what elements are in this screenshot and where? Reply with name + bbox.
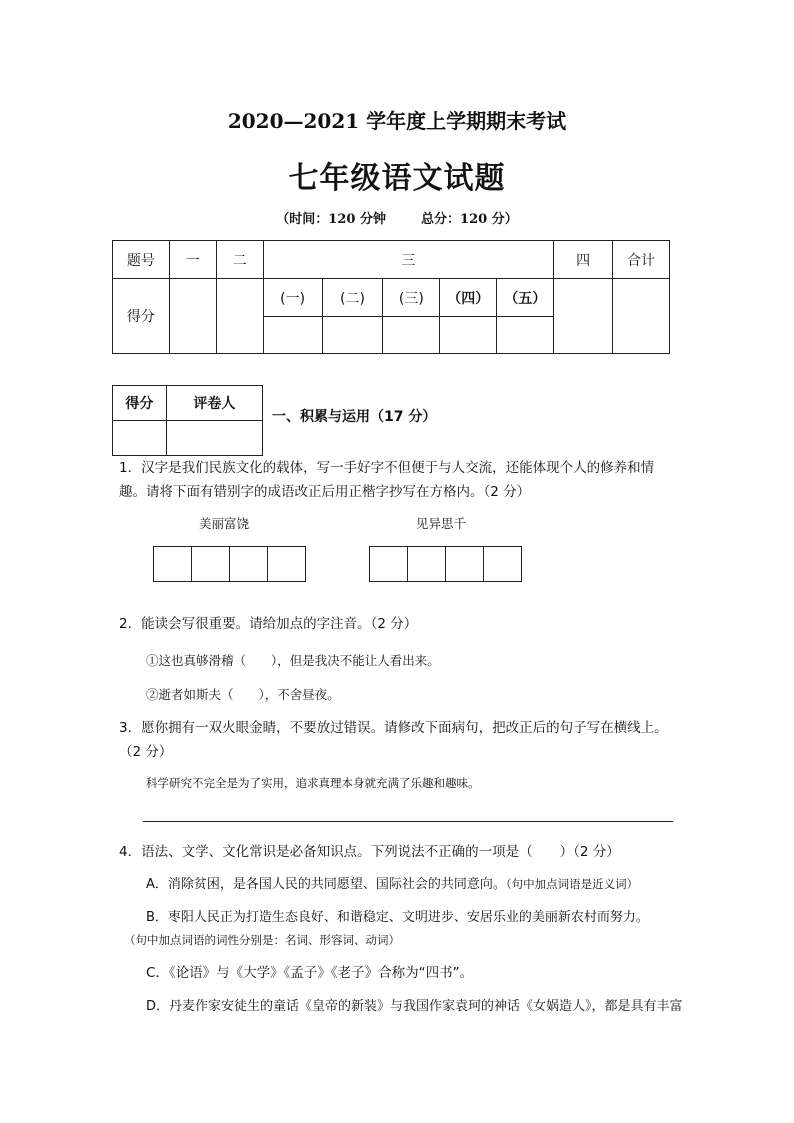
header-cell-total: 合计 — [613, 241, 670, 279]
answer-box[interactable] — [445, 546, 484, 582]
question-3-sentence: 科学研究不完全是为了实用，追求真理本身就充满了乐趣和趣味。 — [146, 776, 480, 790]
answer-box[interactable] — [483, 546, 522, 582]
score-cell-4[interactable] — [554, 279, 613, 354]
option-a-text: A．消除贫困，是各国人民的共同愿望、国际社会的共同意向。 — [146, 877, 506, 892]
score-cell-3-4[interactable] — [440, 317, 497, 354]
idiom-2: 见异思千 — [416, 516, 467, 531]
question-3-text: 3．愿你拥有一双火眼金睛，不要放过错误。请修改下面病句，把改正后的句子写在横线上。（2 分） — [119, 720, 668, 760]
subheader-cell-3: (三) — [383, 279, 440, 317]
header-cell-tihao: 题号 — [113, 241, 170, 279]
score-cell-total[interactable] — [613, 279, 670, 354]
grader-score-label: 得分 — [113, 386, 167, 421]
answer-box[interactable] — [369, 546, 408, 582]
grader-label: 评卷人 — [166, 386, 262, 421]
subheader-cell-5: （五） — [497, 279, 554, 317]
score-cell-2[interactable] — [216, 279, 263, 354]
question-2-item-2: ②逝者如斯夫（ ），不舍昼夜。 — [146, 687, 340, 702]
grader-table — [112, 385, 263, 456]
answer-boxes-2 — [370, 546, 522, 582]
subheader-cell-4: （四） — [440, 279, 497, 317]
idiom-1: 美丽富饶 — [199, 516, 250, 531]
section-1-title: 一、积累与运用（17 分） — [272, 409, 437, 425]
header-cell-2: 二 — [216, 241, 263, 279]
question-1-text: 1．汉字是我们民族文化的载体，写一手好字不但便于与人交流，还能体现个人的修养和情趣。请将下面有错别字的成语改正后用正楷字抄写在方格内。（2 分） — [119, 460, 655, 500]
header-cell-1: 一 — [169, 241, 216, 279]
option-b-note: （句中加点词语的词性分别是：名词、形容词、动词） — [124, 933, 400, 947]
answer-boxes-1 — [154, 546, 306, 582]
question-2-text: 2．能读会写很重要。请给加点的字注音。（2 分） — [119, 616, 418, 632]
option-b-text: B．枣阳人民正为打造生态良好、和谐稳定、文明进步、安居乐业的美丽新农村而努力。 — [146, 910, 649, 925]
option-a — [146, 872, 686, 897]
answer-box[interactable] — [267, 546, 306, 582]
exam-info — [0, 208, 794, 227]
score-cell-1[interactable] — [169, 279, 216, 354]
grader-score-cell[interactable] — [113, 421, 167, 456]
question-2-item-1: ①这也真够滑稽（ ），但是我决不能让人看出来。 — [146, 653, 440, 668]
answer-box[interactable] — [153, 546, 192, 582]
score-cell-3-5[interactable] — [497, 317, 554, 354]
score-table — [112, 240, 670, 354]
exam-main-title: 七年级语文试题 — [288, 161, 506, 196]
subheader-cell-2: (二) — [322, 279, 383, 317]
option-d-text: D．丹麦作家安徒生的童话《皇帝的新装》与我国作家袁珂的神话《女娲造人》，都是具有丰富 — [146, 999, 683, 1014]
header-cell-3: 三 — [263, 241, 554, 279]
score-cell-3-3[interactable] — [383, 317, 440, 354]
answer-box[interactable] — [229, 546, 268, 582]
grader-name-cell[interactable] — [166, 421, 262, 456]
question-4-text: 4．语法、文学、文化常识是必备知识点。下列说法不正确的一项是（ ）（2 分） — [119, 844, 620, 860]
option-c-text: C．《论语》与《大学》《孟子》《老子》合称为“四书”。 — [146, 965, 474, 981]
score-info: 总分：120 分） — [421, 212, 518, 227]
option-a-note: （句中加点词语是近义词） — [505, 877, 639, 891]
score-cell-3-2[interactable] — [322, 317, 383, 354]
score-cell-3-1[interactable] — [263, 317, 322, 354]
subheader-cell-1: (一) — [263, 279, 322, 317]
exam-year-title: 2020—2021 学年度上学期期末考试 — [227, 109, 567, 133]
time-info: （时间：120 分钟 — [276, 212, 386, 227]
header-cell-4: 四 — [554, 241, 613, 279]
answer-box[interactable] — [191, 546, 230, 582]
answer-line[interactable] — [143, 821, 673, 822]
answer-box[interactable] — [407, 546, 446, 582]
score-label-cell: 得分 — [113, 279, 170, 354]
